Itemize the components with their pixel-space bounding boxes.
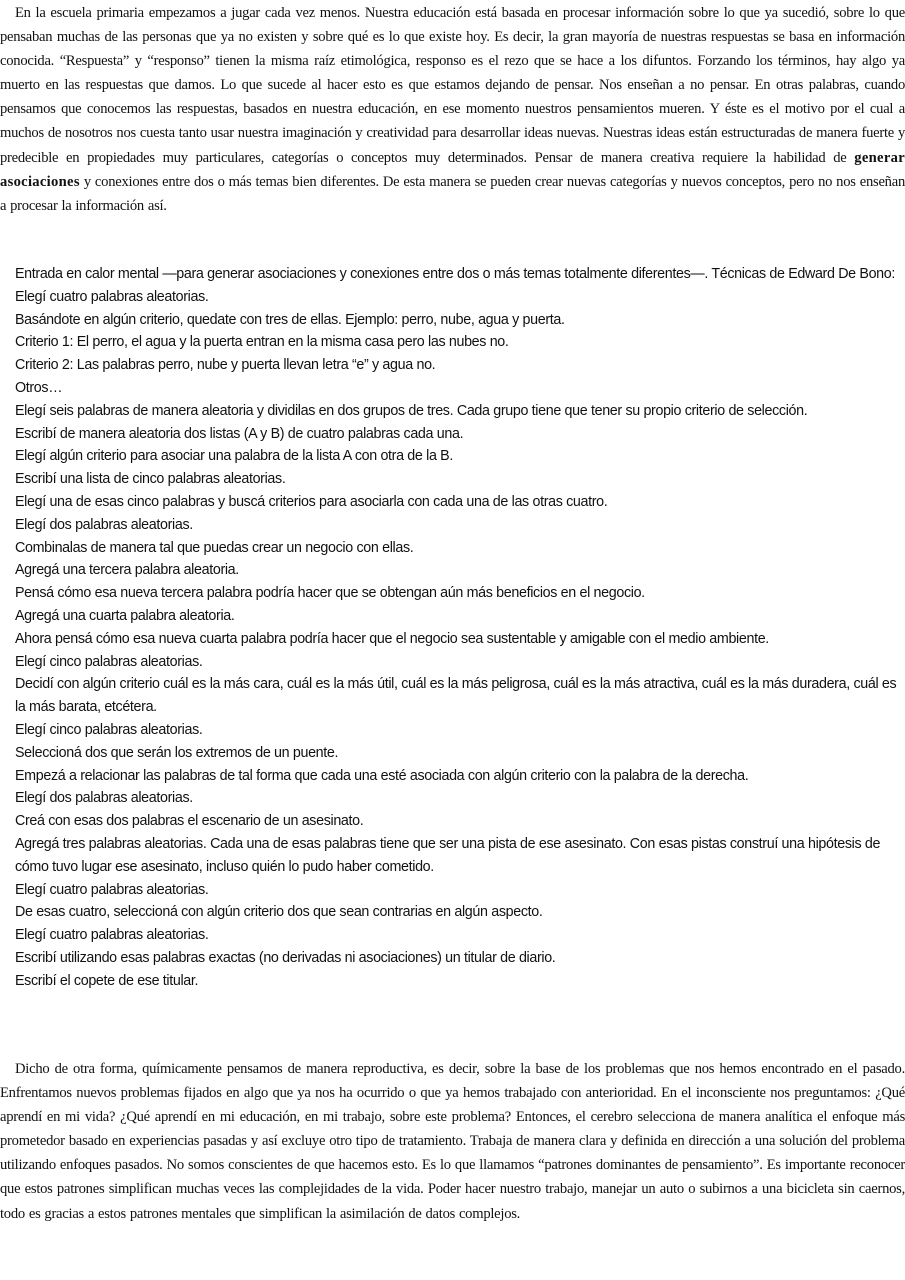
exercise-item: Criterio 1: El perro, el agua y la puerta entran en la misma casa pero las nubes no. [15,334,509,351]
exercise-item: Otros… [15,379,63,396]
exercise-item: Creá con esas dos palabras el escenario de un asesinato. [15,813,364,830]
exercise-item: Agregá tres palabras aleatorias. Cada una de esas palabras tiene que ser una pista de ese asesinato. Con esas pistas construí una hipótesis de cómo tuvo lugar ese asesinato, incluso quién lo pudo haber cometido. [15,835,881,875]
intro-paragraph [0,1,905,218]
closing-paragraph: Dicho de otra forma, químicamente pensamos de manera reproductiva, es decir, sobre la base de los problemas que nos hemos encontrado en el pasado. Enfrentamos nuevos problemas fijados en algo que ya nos ha ocurrido o que ya hemos trabajado con anterioridad. En el inconsciente nos preguntamos: ¿Qué aprendí en mi vida? ¿Qué aprendí en mi educación, en mi trabajo, sobre este problema? Entonces, el cerebro selecciona de manera analítica el enfoque más prometedor basado en experiencias pasadas y así excluye otro tipo de tratamiento. Trabaja de manera clara y definida en dirección a una solución del problema utilizando enfoques pasados. No somos conscientes de que hacemos esto. Es lo que llamamos “patrones dominantes de pensamiento”. Es importante reconocer que estos patrones simplifican muchas veces las complejidades de la vida. Poder hacer nuestro trabajo, manejar un auto o subirnos a una bicicleta sin caernos, todo es gracias a estos patrones mentales que simplifican la asimilación de datos complejos. [0,1061,905,1222]
exercise-item: Pensá cómo esa nueva tercera palabra podría hacer que se obtengan aún más beneficios en el negocio. [15,585,645,602]
exercise-item: Entrada en calor mental —para generar asociaciones y conexiones entre dos o más temas totalmente diferentes—. Técnicas de Edward De Bono: [15,266,896,282]
exercise-item: Elegí cinco palabras aleatorias. [15,653,203,670]
exercise-item: Elegí una de esas cinco palabras y buscá criterios para asociarla con cada una de las otras cuatro. [15,493,608,510]
exercise-item: Escribí una lista de cinco palabras aleatorias. [15,471,286,488]
exercise-item: De esas cuatro, seleccioná con algún criterio dos que sean contrarias en algún aspecto. [15,904,543,921]
exercise-item: Elegí cuatro palabras aleatorias. [15,927,209,944]
intro-text-end: y conexiones entre dos o más temas bien diferentes. De esta manera se pueden crear nuevas categorías y nuevos conceptos, pero no nos enseñan a procesar la información así. [0,173,905,214]
exercise-item: Seleccioná dos que serán los extremos de un puente. [15,744,339,761]
exercise-item: Elegí cuatro palabras aleatorias. [15,288,209,305]
exercise-item: Empezá a relacionar las palabras de tal forma que cada una esté asociada con algún criterio con la palabra de la derecha. [15,767,749,784]
exercise-item: Elegí cinco palabras aleatorias. [15,721,203,738]
exercise-item: Elegí algún criterio para asociar una palabra de la lista A con otra de la B. [15,448,453,465]
exercise-item: Combinalas de manera tal que puedas crear un negocio con ellas. [15,539,414,556]
exercise-list [15,263,903,993]
exercise-item: Escribí de manera aleatoria dos listas (A y B) de cuatro palabras cada una. [15,425,464,442]
exercise-item: Elegí dos palabras aleatorias. [15,790,193,807]
exercise-item: Agregá una cuarta palabra aleatoria. [15,607,235,624]
exercise-item: Agregá una tercera palabra aleatoria. [15,562,239,579]
intro-bold-text: generar asociaciones [0,149,905,190]
intro-text: En la escuela primaria empezamos a jugar cada vez menos. Nuestra educación está basada en procesar información sobre lo que ya sucedió, sobre lo que pensaban muchas de las personas que ya no existen y sobre qué es lo que existe hoy. Es decir, la gran mayoría de nuestras respuestas se basa en información conocida. “Respuesta” y “responso” tienen la misma raíz etimológica, responso es el rezo que se hace a los difuntos. Forzando los términos, hay algo ya muerto en las respuestas que damos. Lo que sucede al hacer esto es que estamos dejando de pensar. Nos enseñan a no pensar. En otras palabras, cuando pensamos que conocemos las respuestas, basados en nuestra educación, en ese momento nuestros pensamientos mueren. Y éste es el motivo por el cual a muchos de nosotros nos cuesta tanto usar nuestra imaginación y creatividad para desarrollar ideas nuevas. Nuestras ideas están estructuradas de manera fuerte y predecible en propiedades muy particulares, categorías o conceptos muy determinados. Pensar de manera creativa requiere la habilidad de [0,5,905,166]
exercise-item: Elegí dos palabras aleatorias. [15,516,193,533]
exercise-item: Escribí el copete de ese titular. [15,972,199,989]
exercise-item: Basándote en algún criterio, quedate con tres de ellas. Ejemplo: perro, nube, agua y puerta. [15,311,565,328]
exercise-item: Elegí cuatro palabras aleatorias. [15,881,209,898]
exercise-item: Criterio 2: Las palabras perro, nube y puerta llevan letra “e” y agua no. [15,357,436,374]
exercise-item: Ahora pensá cómo esa nueva cuarta palabra podría hacer que el negocio sea sustentable y amigable con el medio ambiente. [15,630,769,647]
exercise-item: Elegí seis palabras de manera aleatoria y dividilas en dos grupos de tres. Cada grupo tiene que tener su propio criterio de selección. [15,402,808,419]
exercise-item: Escribí utilizando esas palabras exactas (no derivadas ni asociaciones) un titular de diario. [15,949,556,966]
exercise-item: Decidí con algún criterio cuál es la más cara, cuál es la más útil, cuál es la más peligrosa, cuál es la más atractiva, cuál es la más duradera, cuál es la más barata, etcétera. [15,676,897,716]
